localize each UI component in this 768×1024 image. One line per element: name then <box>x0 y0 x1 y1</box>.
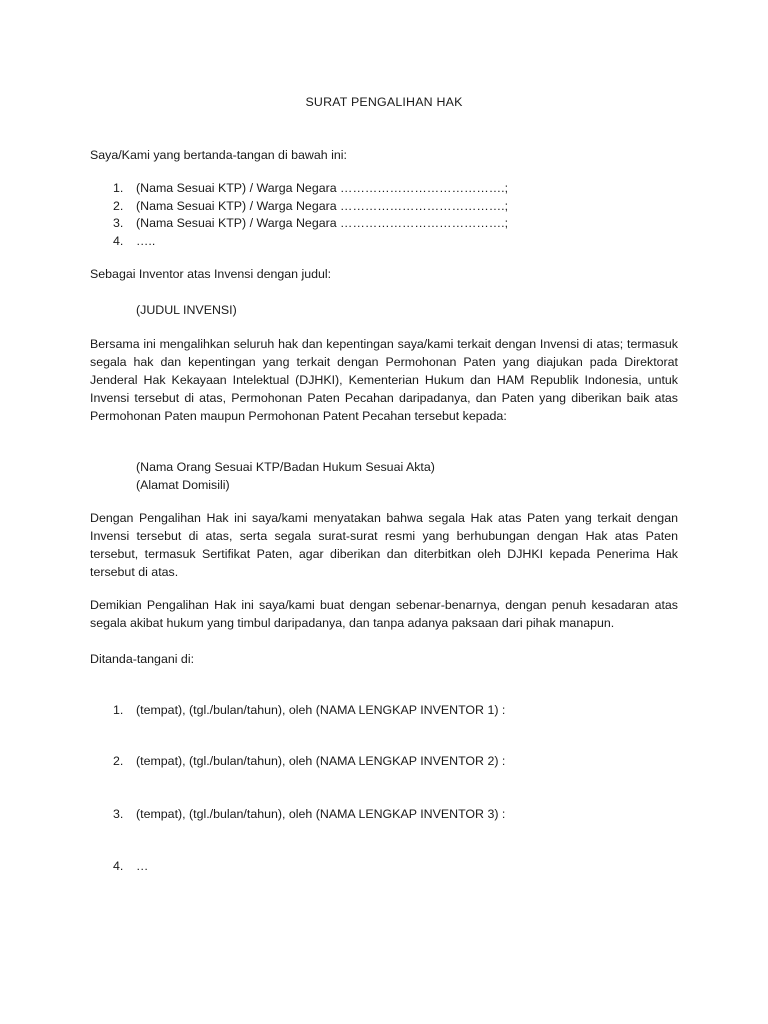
list-item: (Nama Sesuai KTP) / Warga Negara ………………………………….; <box>136 216 509 230</box>
list-item-number: 3. <box>113 216 124 230</box>
signature-item-number: 3. <box>113 807 124 821</box>
signature-item: (tempat), (tgl./bulan/tahun), oleh (NAMA LENGKAP INVENTOR 2) : <box>136 754 506 768</box>
list-item-number: 4. <box>113 234 124 248</box>
signature-item-number: 4. <box>113 859 124 873</box>
inventor-statement: Sebagai Inventor atas Invensi dengan judul: <box>90 267 332 281</box>
recipient-address: (Alamat Domisili) <box>136 478 230 492</box>
signature-item-number: 1. <box>113 703 124 717</box>
transfer-paragraph: Bersama ini mengalihkan seluruh hak dan kepentingan saya/kami terkait dengan Invensi di atas; termasuk segala hak dan kepentingan yang terkait dengan Permohonan Paten yang diajukan pada Direktorat Jenderal Hak Kekayaan Intelektual (DJHKI), Kementerian Hukum dan HAM Republik Indonesia, untuk Invensi tersebut di atas, Permohonan Paten Pecahan daripadanya, dan Paten yang diberikan baik atas Permohonan Paten maupun Permohonan Patent Pecahan tersebut kepada: <box>90 337 678 423</box>
invention-title: (JUDUL INVENSI) <box>136 303 237 317</box>
signed-at-label: Ditanda-tangani di: <box>90 652 195 666</box>
closing-paragraph: Demikian Pengalihan Hak ini saya/kami buat dengan sebenar-benarnya, dengan penuh kesadaran atas segala akibat hukum yang timbul daripadanya, dan tanpa adanya paksaan dari pihak manapun. <box>90 598 678 630</box>
intro-text: Saya/Kami yang bertanda-tangan di bawah ini: <box>90 148 347 162</box>
signature-item: (tempat), (tgl./bulan/tahun), oleh (NAMA LENGKAP INVENTOR 1) : <box>136 703 506 717</box>
list-item: (Nama Sesuai KTP) / Warga Negara ………………………………….; <box>136 181 509 195</box>
signature-item-number: 2. <box>113 754 124 768</box>
list-item-number: 2. <box>113 199 124 213</box>
list-item: (Nama Sesuai KTP) / Warga Negara ………………………………….; <box>136 199 509 213</box>
statement-paragraph: Dengan Pengalihan Hak ini saya/kami menyatakan bahwa segala Hak atas Paten yang terkait dengan Invensi tersebut di atas, serta segala surat-surat resmi yang berhubungan dengan Hak atas Paten tersebut, termasuk Sertifikat Paten, agar diberikan dan diterbitkan oleh DJHKI kepada Penerima Hak tersebut di atas. <box>90 511 678 579</box>
recipient-name: (Nama Orang Sesuai KTP/Badan Hukum Sesuai Akta) <box>136 460 435 474</box>
list-item-number: 1. <box>113 181 124 195</box>
signature-item: (tempat), (tgl./bulan/tahun), oleh (NAMA LENGKAP INVENTOR 3) : <box>136 807 506 821</box>
signature-item: … <box>136 859 149 873</box>
list-item: ….. <box>136 234 156 248</box>
document-title: SURAT PENGALIHAN HAK <box>305 95 463 109</box>
